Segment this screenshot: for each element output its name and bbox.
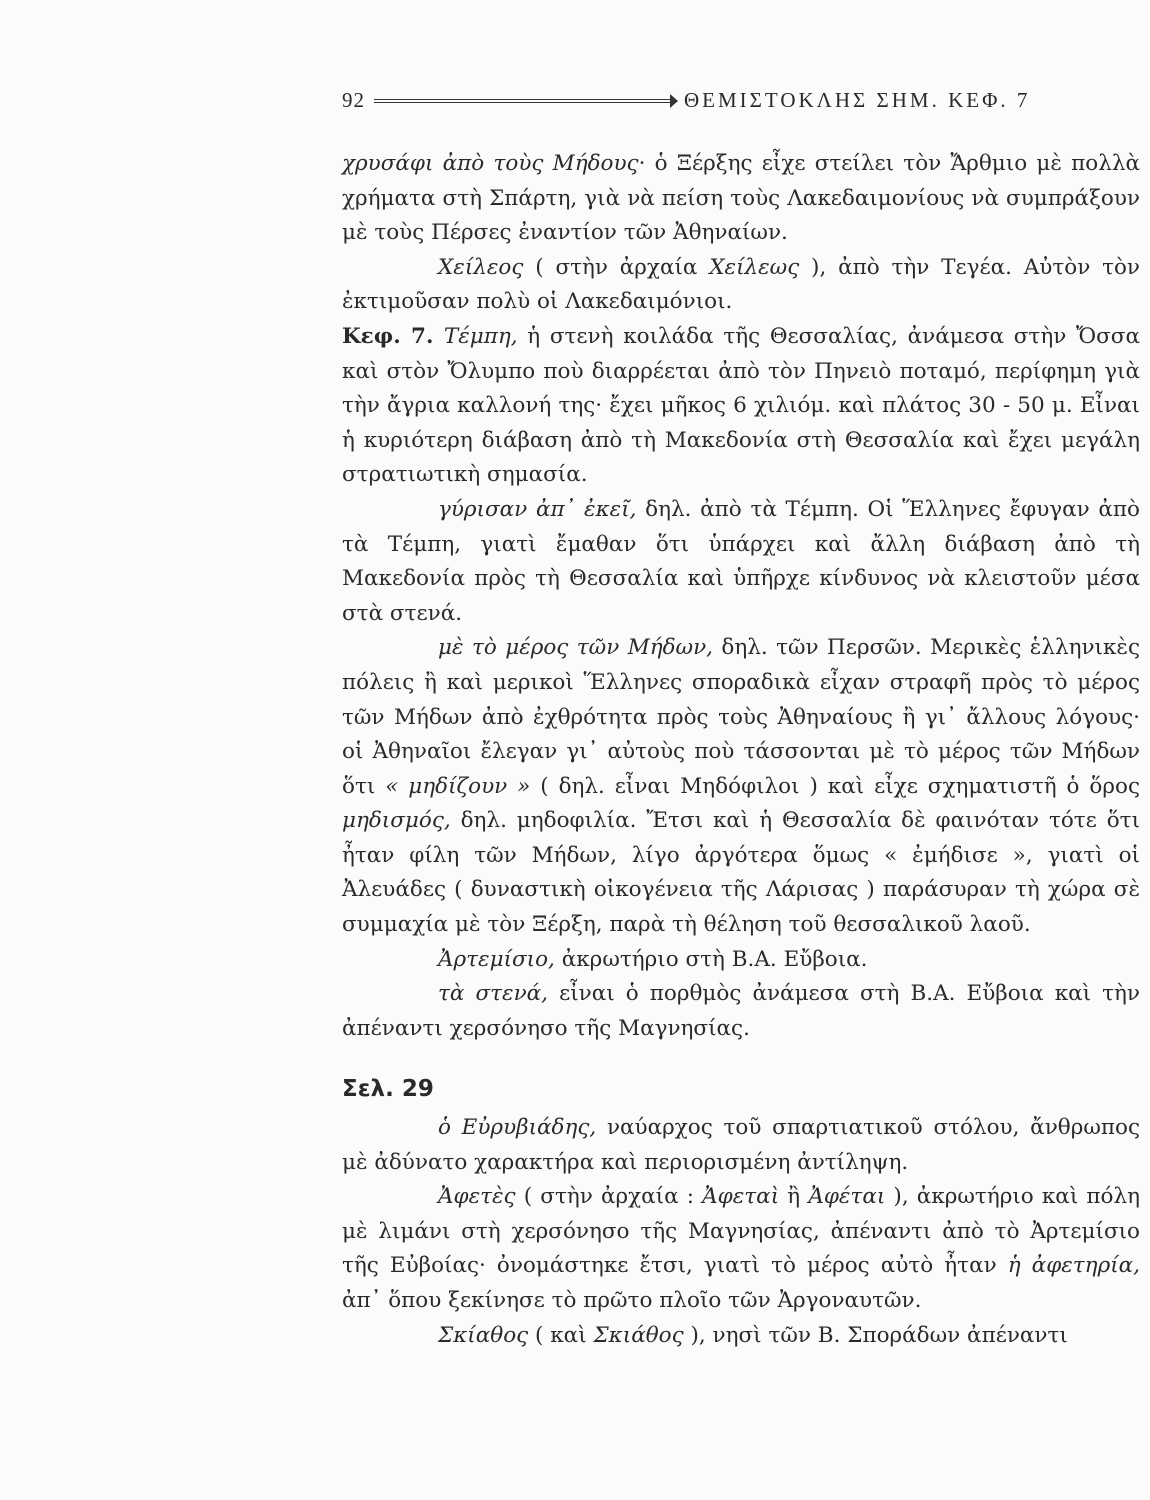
text-run: ἢ — [779, 1184, 809, 1210]
italic-term: μὲ τὸ μέρος τῶν Μήδων, — [438, 635, 713, 661]
text-run: δηλ. τῶν Περσῶν. Μερικὲς ἑλληνικὲς πόλεις ἢ καὶ μερικοὶ Ἕλληνες σποραδικὰ εἶχαν στραφῆ πρὸς τὸ μέρος τῶν Μήδων ἀπὸ ἐχθρότητα πρὸς τοὺς Ἀθηναίους ἢ γι᾽ ἄλλους λόγους· οἱ Ἀθηναῖοι ἔλεγαν γι᾽ αὐτοὺς ποὺ τάσσονται μὲ τὸ μέρος τῶν Μήδων ὅτι — [342, 635, 1140, 799]
text-run: ( στὴν ἀρχαία : — [515, 1184, 703, 1210]
text-run: δηλ. μηδοφιλία. Ἔτσι καὶ ἡ Θεσσαλία δὲ φαινόταν τότε ὅτι ἦταν φίλη τῶν Μήδων, λίγο ἀργότερα ὅμως « ἐμήδισε », γιατὶ οἱ Ἀλευάδες ( δυναστικὴ οἰκογένεια τῆς Λάρισας ) παράσυραν τὴ χώρα σὲ συμμαχία μὲ τὸν Ξέρξη, παρὰ τὴ θέληση τοῦ θεσσαλικοῦ λαοῦ. — [342, 808, 1140, 938]
text-run: Σελ. 29 — [342, 1076, 434, 1103]
paragraph — [342, 493, 1140, 631]
bold-label: Κεφ. 7. — [342, 323, 444, 349]
italic-term: ὁ Εὐρυβιάδης, — [438, 1115, 597, 1141]
text-run: ἀκρωτήριο στὴ Β.Α. Εὔβοια. — [554, 946, 868, 972]
paragraph — [342, 251, 1140, 320]
italic-term: Ἀφεταὶ — [702, 1184, 780, 1210]
running-title: ΘΕΜΙΣΤΟΚΛΗΣ ΣΗΜ. ΚΕΦ. 7 — [684, 88, 1031, 112]
paragraph — [342, 147, 1140, 251]
italic-term: ἡ ἀφετηρία, — [1007, 1253, 1140, 1279]
italic-term: « μηδίζουν » — [385, 773, 531, 799]
text-run: ἡ στενὴ κοιλάδα τῆς Θεσσαλίας, ἀνάμεσα στὴν Ὄσσα καὶ στὸν Ὄλυμπο ποὺ διαρρέεται ἀπὸ τὸν Πηνειὸ ποταμό, περίφημη γιὰ τὴν ἄγρια καλλονή της· ἔχει μῆκος 6 χιλιόμ. καὶ πλάτος 30 - 50 μ. Εἶναι ἡ κυριότερη διάβαση ἀπὸ τὴ Μακεδονία στὴ Θεσσαλία καὶ ἔχει μεγάλη στρατιωτικὴ σημασία. — [342, 323, 1140, 488]
italic-term: Ἀφέται — [808, 1184, 886, 1210]
text-run: ναύαρχος τοῦ σπαρτιατικοῦ στόλου, ἄνθρωπος μὲ ἀδύνατο χαρακτήρα καὶ περιορισμένη ἀντίληψη. — [342, 1115, 1140, 1175]
text-run: ( δηλ. εἶναι Μηδόφιλοι ) καὶ εἶχε σχηματιστῆ ὁ ὅρος — [530, 773, 1140, 799]
italic-term: τὰ στενά, — [438, 981, 549, 1007]
paragraph — [342, 977, 1140, 1046]
header-rule — [374, 99, 674, 103]
paragraph — [342, 631, 1140, 942]
text-run: · ὁ Ξέρξης εἶχε στείλει τὸν Ἄρθμιο μὲ πολλὰ χρήματα στὴ Σπάρτη, γιὰ νὰ πείση τοὺς Λακεδαιμονίους νὰ συμπράξουν μὲ τοὺς Πέρσες ἐναντίον τῶν Ἀθηναίων. — [342, 151, 1140, 246]
text-run: ( καὶ — [528, 1322, 594, 1348]
body-text — [342, 147, 1140, 1353]
paragraph — [342, 320, 1140, 493]
section-heading — [342, 1072, 1140, 1107]
text-run: ( στὴν ἀρχαία — [523, 254, 710, 280]
italic-term: Σκιάθος — [593, 1322, 684, 1348]
italic-term: μηδισμός, — [342, 808, 451, 834]
text-run: ), ἀπὸ τὴν Τεγέα. Αὐτὸν τὸν ἐκτιμοῦσαν πολὺ οἱ Λακεδαιμόνιοι. — [342, 254, 1140, 315]
text-run: εἶναι ὁ πορθμὸς ἀνάμεσα στὴ Β.Α. Εὔβοια καὶ τὴν ἀπέναντι χερσόνησο τῆς Μαγνησίας. — [342, 981, 1141, 1041]
running-header — [342, 88, 1142, 118]
text-run: ), νησὶ τῶν Β. Σποράδων ἀπέναντι — [683, 1322, 1068, 1348]
text-run: ἀπ᾽ ὅπου ξεκίνησε τὸ πρῶτο πλοῖο τῶν Ἀργοναυτῶν. — [342, 1288, 922, 1313]
paragraph — [342, 943, 1140, 978]
text-run: δηλ. ἀπὸ τὰ Τέμπη. Οἱ Ἕλληνες ἔφυγαν ἀπὸ τὰ Τέμπη, γιατὶ ἔμαθαν ὅτι ὑπάρχει καὶ ἄλλη διάβαση ἀπὸ τὴ Μακεδονία πρὸς τὴ Θεσσαλία καὶ ὑπῆρχε κίνδυνος νὰ κλειστοῦν μέσα στὰ στενά. — [342, 496, 1140, 626]
italic-term: χρυσάφι ἀπὸ τοὺς Μήδους — [342, 151, 639, 176]
italic-term: Ἀρτεμίσιο, — [438, 946, 555, 972]
italic-term: Χείλεος — [438, 254, 524, 280]
page-number: 92 — [342, 88, 365, 112]
text-run: ), ἀκρωτήριο καὶ πόλη μὲ λιμάνι στὴ χερσόνησο τῆς Μαγνησίας, ἀπέναντι ἀπὸ τὸ Ἀρτεμίσιο τῆς Εὐβοίας· ὀνομάστηκε ἔτσι, γιατὶ τὸ μέρος αὐτὸ ἦταν — [342, 1184, 1140, 1279]
italic-term: Τέμπη, — [443, 323, 518, 349]
paragraph — [342, 1180, 1140, 1318]
italic-term: Σκίαθος — [438, 1322, 529, 1348]
italic-term: Χείλεως — [709, 254, 800, 280]
paragraph — [342, 1319, 1140, 1354]
paragraph — [342, 1111, 1140, 1180]
italic-term: γύρισαν ἀπ᾽ ἐκεῖ, — [438, 496, 637, 522]
italic-term: Ἀφετὲς — [438, 1184, 516, 1210]
